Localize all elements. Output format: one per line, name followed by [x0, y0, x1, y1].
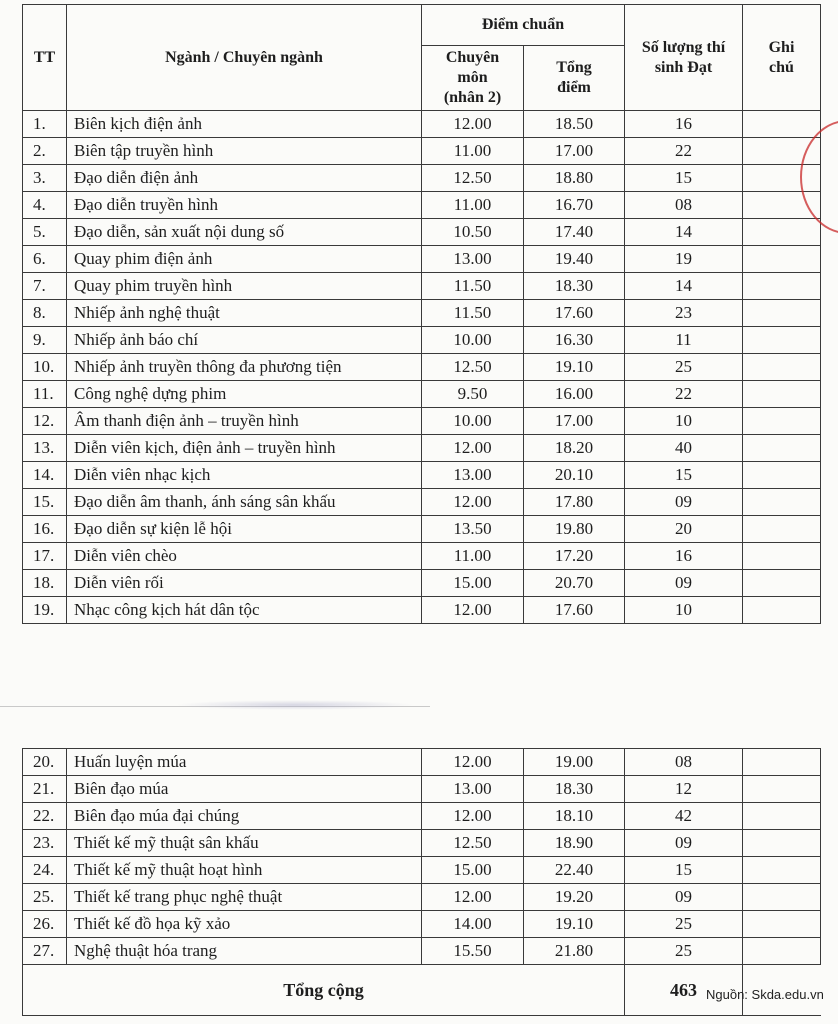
row-number: 22. — [23, 803, 67, 830]
passed-count: 10 — [625, 597, 743, 624]
header-count: Số lượng thí sinh Đạt — [625, 5, 743, 111]
passed-count: 09 — [625, 884, 743, 911]
note-cell — [743, 516, 821, 543]
row-number: 5. — [23, 219, 67, 246]
note-cell — [743, 884, 821, 911]
note-cell — [743, 597, 821, 624]
note-cell — [743, 803, 821, 830]
major-name: Diễn viên rối — [67, 570, 422, 597]
specialty-score: 10.50 — [422, 219, 524, 246]
major-name: Đạo diễn sự kiện lễ hội — [67, 516, 422, 543]
table-row — [23, 911, 821, 938]
total-score: 20.10 — [524, 462, 625, 489]
page-break — [0, 700, 838, 714]
table-row — [23, 300, 821, 327]
table-row — [23, 192, 821, 219]
major-name: Đạo diễn điện ảnh — [67, 165, 422, 192]
specialty-score: 13.00 — [422, 462, 524, 489]
major-name: Đạo diễn âm thanh, ánh sáng sân khấu — [67, 489, 422, 516]
major-name: Đạo diễn, sản xuất nội dung số — [67, 219, 422, 246]
passed-count: 14 — [625, 273, 743, 300]
major-name: Nhiếp ảnh báo chí — [67, 327, 422, 354]
header-cutoff: Điểm chuẩn — [422, 5, 625, 46]
passed-count: 40 — [625, 435, 743, 462]
table-row — [23, 543, 821, 570]
row-number: 21. — [23, 776, 67, 803]
total-score: 19.10 — [524, 354, 625, 381]
passed-count: 15 — [625, 857, 743, 884]
total-score: 22.40 — [524, 857, 625, 884]
note-cell — [743, 749, 821, 776]
table-row — [23, 749, 821, 776]
table-row — [23, 138, 821, 165]
note-cell — [743, 435, 821, 462]
note-cell — [743, 381, 821, 408]
row-number: 13. — [23, 435, 67, 462]
passed-count: 11 — [625, 327, 743, 354]
table-row — [23, 776, 821, 803]
table-row — [23, 884, 821, 911]
row-number: 1. — [23, 111, 67, 138]
row-number: 19. — [23, 597, 67, 624]
specialty-score: 12.00 — [422, 884, 524, 911]
specialty-score: 15.00 — [422, 857, 524, 884]
table-body-part-1 — [23, 111, 821, 624]
passed-count: 16 — [625, 543, 743, 570]
header-tt: TT — [23, 5, 67, 111]
specialty-score: 12.50 — [422, 165, 524, 192]
total-score: 17.60 — [524, 300, 625, 327]
passed-count: 25 — [625, 911, 743, 938]
total-count: 463 — [625, 965, 743, 1016]
major-name: Huấn luyện múa — [67, 749, 422, 776]
total-row — [23, 965, 821, 1016]
specialty-score: 12.50 — [422, 830, 524, 857]
total-score: 18.30 — [524, 776, 625, 803]
row-number: 15. — [23, 489, 67, 516]
total-score: 20.70 — [524, 570, 625, 597]
specialty-score: 9.50 — [422, 381, 524, 408]
row-number: 25. — [23, 884, 67, 911]
passed-count: 09 — [625, 570, 743, 597]
table-row — [23, 354, 821, 381]
passed-count: 15 — [625, 165, 743, 192]
row-number: 10. — [23, 354, 67, 381]
table-row — [23, 597, 821, 624]
passed-count: 15 — [625, 462, 743, 489]
table-row — [23, 327, 821, 354]
passed-count: 19 — [625, 246, 743, 273]
note-cell — [743, 830, 821, 857]
table-row — [23, 489, 821, 516]
specialty-score: 15.00 — [422, 570, 524, 597]
row-number: 16. — [23, 516, 67, 543]
row-number: 9. — [23, 327, 67, 354]
row-number: 18. — [23, 570, 67, 597]
passed-count: 09 — [625, 489, 743, 516]
specialty-score: 12.00 — [422, 803, 524, 830]
major-name: Công nghệ dựng phim — [67, 381, 422, 408]
total-score: 17.00 — [524, 408, 625, 435]
major-name: Biên tập truyền hình — [67, 138, 422, 165]
row-number: 4. — [23, 192, 67, 219]
note-cell — [743, 570, 821, 597]
total-score: 18.10 — [524, 803, 625, 830]
note-cell — [743, 408, 821, 435]
row-number: 27. — [23, 938, 67, 965]
specialty-score: 12.00 — [422, 749, 524, 776]
table-row — [23, 246, 821, 273]
row-number: 12. — [23, 408, 67, 435]
table-row — [23, 435, 821, 462]
total-score: 16.30 — [524, 327, 625, 354]
specialty-score: 13.00 — [422, 246, 524, 273]
row-number: 23. — [23, 830, 67, 857]
note-cell — [743, 273, 821, 300]
total-score: 18.90 — [524, 830, 625, 857]
table-row — [23, 516, 821, 543]
note-cell — [743, 938, 821, 965]
specialty-score: 11.00 — [422, 543, 524, 570]
passed-count: 25 — [625, 938, 743, 965]
note-cell — [743, 327, 821, 354]
total-score: 19.00 — [524, 749, 625, 776]
specialty-score: 14.00 — [422, 911, 524, 938]
table-row — [23, 803, 821, 830]
table-body-part-2 — [23, 749, 821, 965]
table-row — [23, 857, 821, 884]
passed-count: 22 — [625, 138, 743, 165]
major-name: Nhạc công kịch hát dân tộc — [67, 597, 422, 624]
specialty-score: 13.50 — [422, 516, 524, 543]
passed-count: 22 — [625, 381, 743, 408]
total-score: 18.20 — [524, 435, 625, 462]
table-row — [23, 381, 821, 408]
passed-count: 25 — [625, 354, 743, 381]
specialty-score: 12.00 — [422, 597, 524, 624]
note-cell — [743, 462, 821, 489]
major-name: Nghệ thuật hóa trang — [67, 938, 422, 965]
note-cell — [743, 219, 821, 246]
passed-count: 42 — [625, 803, 743, 830]
row-number: 14. — [23, 462, 67, 489]
table-row — [23, 830, 821, 857]
table-row — [23, 273, 821, 300]
major-name: Âm thanh điện ảnh – truyền hình — [67, 408, 422, 435]
major-name: Nhiếp ảnh nghệ thuật — [67, 300, 422, 327]
total-score: 17.40 — [524, 219, 625, 246]
major-name: Diễn viên nhạc kịch — [67, 462, 422, 489]
major-name: Thiết kế đồ họa kỹ xảo — [67, 911, 422, 938]
specialty-score: 10.00 — [422, 408, 524, 435]
major-name: Thiết kế trang phục nghệ thuật — [67, 884, 422, 911]
total-score: 18.80 — [524, 165, 625, 192]
specialty-score: 11.50 — [422, 273, 524, 300]
specialty-score: 12.00 — [422, 489, 524, 516]
specialty-score: 11.50 — [422, 300, 524, 327]
major-name: Thiết kế mỹ thuật sân khấu — [67, 830, 422, 857]
row-number: 2. — [23, 138, 67, 165]
passed-count: 08 — [625, 749, 743, 776]
total-label: Tổng cộng — [23, 965, 625, 1016]
specialty-score: 10.00 — [422, 327, 524, 354]
note-cell — [743, 911, 821, 938]
major-name: Thiết kế mỹ thuật hoạt hình — [67, 857, 422, 884]
passed-count: 16 — [625, 111, 743, 138]
total-score: 19.10 — [524, 911, 625, 938]
source-caption: Nguồn: Skda.edu.vn — [706, 987, 824, 1002]
specialty-score: 12.50 — [422, 354, 524, 381]
total-score: 16.00 — [524, 381, 625, 408]
note-cell — [743, 543, 821, 570]
admission-table-part-1 — [22, 4, 821, 624]
total-score: 17.60 — [524, 597, 625, 624]
total-score: 17.00 — [524, 138, 625, 165]
table-row — [23, 219, 821, 246]
passed-count: 12 — [625, 776, 743, 803]
row-number: 8. — [23, 300, 67, 327]
passed-count: 23 — [625, 300, 743, 327]
total-score: 19.40 — [524, 246, 625, 273]
row-number: 26. — [23, 911, 67, 938]
major-name: Quay phim điện ảnh — [67, 246, 422, 273]
header-note: Ghi chú — [743, 5, 821, 111]
note-cell — [743, 489, 821, 516]
note-cell — [743, 857, 821, 884]
major-name: Diễn viên chèo — [67, 543, 422, 570]
table-row — [23, 165, 821, 192]
total-score: 17.80 — [524, 489, 625, 516]
row-number: 7. — [23, 273, 67, 300]
specialty-score: 11.00 — [422, 192, 524, 219]
specialty-score: 13.00 — [422, 776, 524, 803]
passed-count: 10 — [625, 408, 743, 435]
header-total-score: Tổng điểm — [524, 46, 625, 111]
total-score: 16.70 — [524, 192, 625, 219]
row-number: 3. — [23, 165, 67, 192]
major-name: Diễn viên kịch, điện ảnh – truyền hình — [67, 435, 422, 462]
specialty-score: 12.00 — [422, 435, 524, 462]
passed-count: 09 — [625, 830, 743, 857]
passed-count: 20 — [625, 516, 743, 543]
major-name: Nhiếp ảnh truyền thông đa phương tiện — [67, 354, 422, 381]
table-row — [23, 408, 821, 435]
passed-count: 08 — [625, 192, 743, 219]
row-number: 6. — [23, 246, 67, 273]
major-name: Quay phim truyền hình — [67, 273, 422, 300]
total-score: 19.20 — [524, 884, 625, 911]
row-number: 24. — [23, 857, 67, 884]
total-score: 17.20 — [524, 543, 625, 570]
header-major: Ngành / Chuyên ngành — [67, 5, 422, 111]
specialty-score: 15.50 — [422, 938, 524, 965]
major-name: Biên đạo múa — [67, 776, 422, 803]
row-number: 17. — [23, 543, 67, 570]
major-name: Biên đạo múa đại chúng — [67, 803, 422, 830]
admission-table-part-2 — [22, 748, 821, 1016]
total-score: 18.30 — [524, 273, 625, 300]
total-score: 18.50 — [524, 111, 625, 138]
note-cell — [743, 354, 821, 381]
row-number: 20. — [23, 749, 67, 776]
note-cell — [743, 300, 821, 327]
major-name: Biên kịch điện ảnh — [67, 111, 422, 138]
table-row — [23, 938, 821, 965]
total-score: 19.80 — [524, 516, 625, 543]
major-name: Đạo diễn truyền hình — [67, 192, 422, 219]
note-cell — [743, 111, 821, 138]
specialty-score: 11.00 — [422, 138, 524, 165]
note-cell — [743, 776, 821, 803]
passed-count: 14 — [625, 219, 743, 246]
total-score: 21.80 — [524, 938, 625, 965]
specialty-score: 12.00 — [422, 111, 524, 138]
row-number: 11. — [23, 381, 67, 408]
table-row — [23, 462, 821, 489]
table-row — [23, 570, 821, 597]
note-cell — [743, 246, 821, 273]
header-specialty: Chuyên môn (nhân 2) — [422, 46, 524, 111]
table-row — [23, 111, 821, 138]
